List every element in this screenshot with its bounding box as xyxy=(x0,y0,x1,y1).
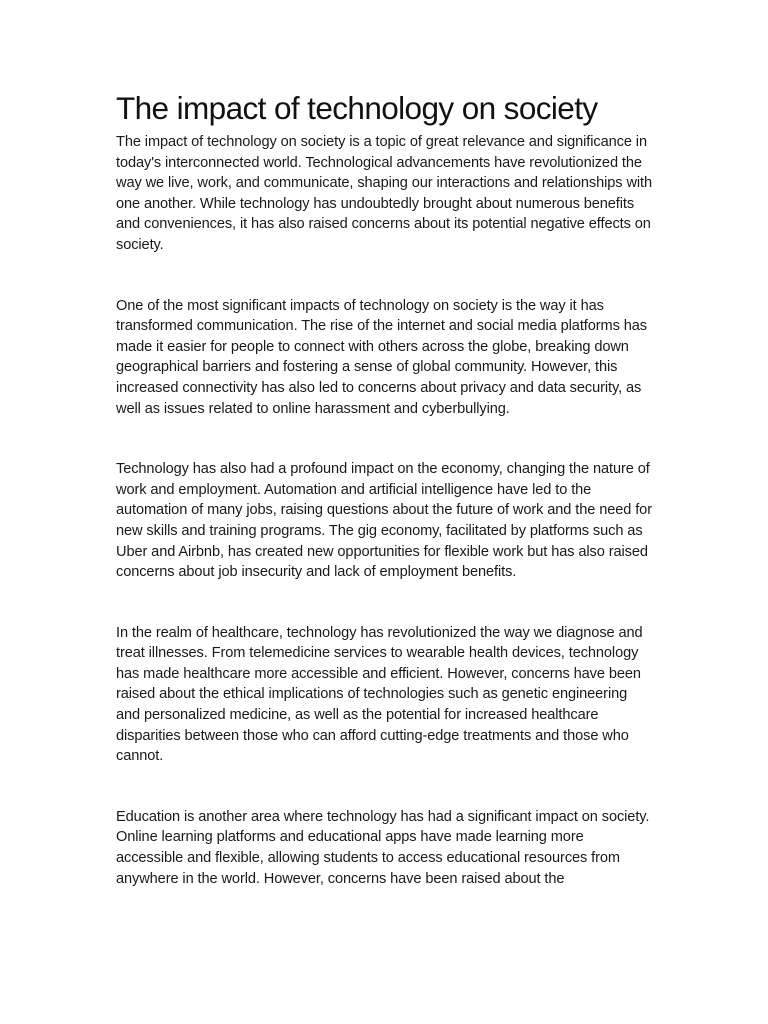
document-page xyxy=(116,88,654,929)
document-body xyxy=(116,132,654,889)
paragraph-2: One of the most significant impacts of technology on society is the way it has transformed communication. The rise of the internet and social media platforms has made it easier for people to connect with others across the globe, breaking down geographical barriers and fostering a sense of global community. However, this increased connectivity has also led to concerns about privacy and data security, as well as issues related to online harassment and cyberbullying. xyxy=(116,297,647,417)
paragraph-1: The impact of technology on society is a topic of great relevance and significance in today's interconnected world. Technological advancements have revolutionized the way we live, work, and communicate, shaping our interactions and relationships with one another. While technology has undoubtedly brought about numerous benefits and conveniences, it has also raised concerns about its potential negative effects on society. xyxy=(116,134,652,253)
paragraph-5: Education is another area where technology has had a significant impact on society. Online learning platforms and educational apps have made learning more accessible and flexible, allowing students to access educational resources from anywhere in the world. However, concerns have been raised about the xyxy=(116,808,650,887)
paragraph-4: In the realm of healthcare, technology has revolutionized the way we diagnose and treat illnesses. From telemedicine services to wearable health devices, technology has made healthcare more accessible and efficient. However, concerns have been raised about the ethical implications of technologies such as genetic engineering and personalized medicine, as well as the potential for increased healthcare disparities between those who can afford cutting-edge treatments and those who cannot. xyxy=(116,624,643,765)
document-title: The impact of technology on society xyxy=(116,90,598,126)
paragraph-3: Technology has also had a profound impact on the economy, changing the nature of work and employment. Automation and artificial intelligence have led to the automation of many jobs, raising questions about the future of work and the need for new skills and training programs. The gig economy, facilitated by platforms such as Uber and Airbnb, has created new opportunities for flexible work but has also raised concerns about job insecurity and lack of employment benefits. xyxy=(116,461,652,581)
